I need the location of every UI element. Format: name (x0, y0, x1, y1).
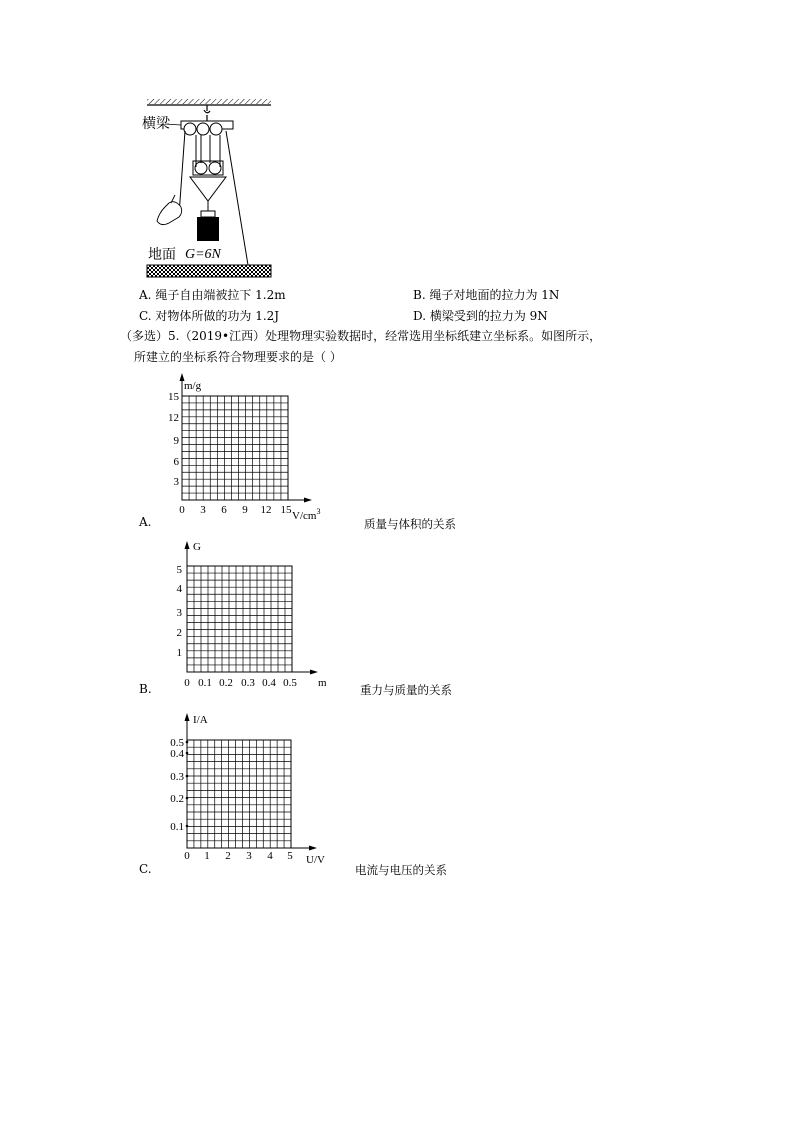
y-tick: 2 (176, 627, 182, 639)
x-arrow-a (304, 498, 312, 503)
y-tick: 3 (173, 476, 179, 488)
beam (165, 121, 233, 135)
question-line-1: （多选）5.（2019•江西）处理物理实验数据时，经常选用坐标纸建立坐标系。如图所示， (120, 329, 602, 343)
graph-c-letter: C. (139, 862, 152, 876)
y-tick: 0.5 (170, 737, 184, 749)
graph-b-caption: 重力与质量的关系 (360, 683, 452, 697)
option-b: B. 绳子对地面的拉力为 1N (413, 288, 560, 302)
x-tick: 0 (184, 850, 190, 862)
grid-c (187, 740, 291, 848)
graph-c-caption: 电流与电压的关系 (355, 863, 447, 877)
y-tick: 0.3 (170, 771, 184, 783)
x-tick: 0 (184, 677, 190, 689)
y-arrow-b (185, 541, 190, 549)
x-tick: 6 (221, 504, 227, 516)
x-tick: 9 (242, 504, 248, 516)
grid-b (187, 566, 292, 672)
y-tick: 1 (176, 647, 182, 659)
question-line-2: 所建立的坐标系符合物理要求的是（ ） (134, 350, 342, 364)
y-label-c: I/A (193, 714, 208, 726)
hand-icon (157, 195, 182, 225)
graph-a-caption: 质量与体积的关系 (364, 517, 456, 531)
hook (204, 105, 210, 121)
grid-a (182, 396, 288, 500)
ground-label: 地面 (148, 247, 176, 263)
y-tick: 4 (176, 583, 182, 595)
x-tick: 2 (225, 850, 231, 862)
x-ticks-c (184, 850, 293, 862)
y-tick: 6 (173, 456, 179, 468)
grid-frame (182, 396, 288, 500)
graph-c (160, 706, 340, 866)
x-ticks-a (179, 504, 292, 516)
x-tick: 4 (267, 850, 273, 862)
ropes (179, 131, 248, 265)
x-tick: 12 (260, 504, 272, 516)
y-tick: 0.4 (170, 748, 184, 760)
x-label-b: m (318, 677, 327, 689)
y-tick: 3 (176, 607, 182, 619)
ground (147, 265, 271, 277)
ceiling (147, 99, 271, 105)
movable-pulley (190, 161, 226, 211)
x-tick: 15 (280, 504, 292, 516)
weight-label: G=6N (185, 247, 221, 262)
y-arrow-c (185, 713, 190, 721)
x-tick: 5 (287, 850, 293, 862)
x-tick: 1 (204, 850, 210, 862)
y-tick: 0.1 (170, 821, 184, 833)
y-tick: 12 (168, 412, 179, 424)
x-tick: 3 (246, 850, 252, 862)
y-tick: 0.2 (170, 793, 184, 805)
x-tick: 0.3 (241, 677, 255, 689)
graph-a (160, 370, 340, 522)
beam-label: 横梁 (142, 116, 170, 132)
x-arrow-c (309, 846, 317, 851)
y-ticks-a (168, 391, 180, 488)
y-tick: 9 (173, 435, 179, 447)
option-d: D. 横梁受到的拉力为 9N (413, 309, 548, 323)
y-label-b: G (193, 541, 201, 553)
x-label-c: U/V (306, 854, 325, 866)
option-a: A. 绳子自由端被拉下 1.2m (139, 288, 286, 302)
y-label-a: m/g (184, 380, 202, 392)
graph-b (160, 536, 340, 694)
x-tick: 0.4 (262, 677, 276, 689)
x-tick: 0 (179, 504, 185, 516)
y-tick: 15 (168, 391, 179, 403)
x-arrow-b (310, 670, 318, 675)
graph-a-letter: A. (139, 515, 152, 529)
grid-frame (187, 566, 292, 672)
y-tick: 5 (176, 564, 182, 576)
x-tick: 0.2 (219, 677, 233, 689)
option-c: C. 对物体所做的功为 1.2J (139, 309, 280, 323)
grid-frame (187, 740, 291, 848)
x-tick: 0.5 (283, 677, 297, 689)
x-tick: 0.1 (198, 677, 212, 689)
y-ticks-b (177, 564, 183, 659)
y-ticks-c (170, 737, 184, 833)
x-label-a: $V/cm^3$ (292, 507, 321, 522)
weight (197, 211, 219, 241)
graph-b-letter: B. (139, 682, 152, 696)
x-tick: 3 (200, 504, 206, 516)
x-ticks-b (184, 677, 297, 689)
